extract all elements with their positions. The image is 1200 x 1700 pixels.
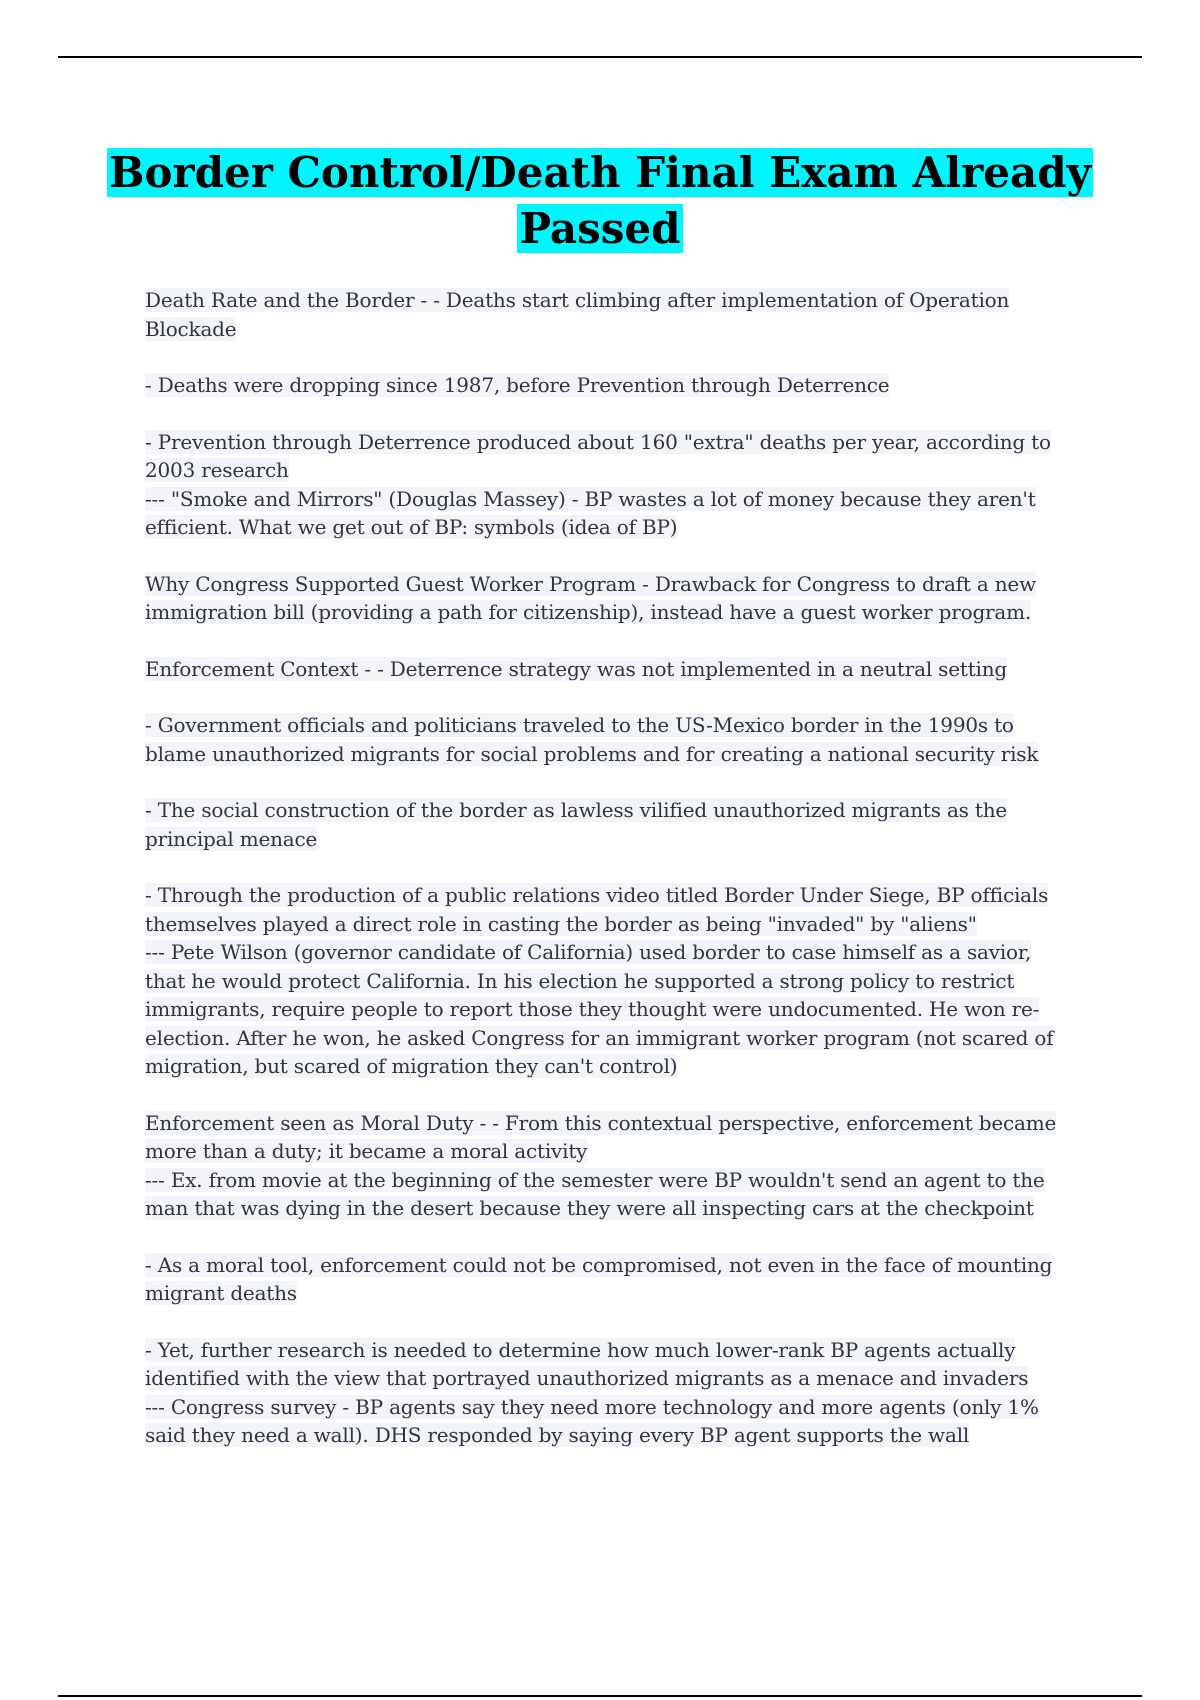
text-line-content: election. After he won, he asked Congress for an immigrant worker program (not scared of [145,1025,1054,1050]
text-line [145,938,1090,967]
text-line-content: man that was dying in the desert because they were all inspecting cars at the checkpoint [145,1196,1034,1220]
text-line-content: --- Congress survey - BP agents say they need more technology and more agents (only 1% [145,1394,1039,1419]
text-line-content: Blockade [145,316,237,341]
paragraph [145,796,1090,853]
text-line-content: immigration bill (providing a path for citizenship), instead have a guest worker program. [145,600,1032,624]
text-line [145,825,1090,854]
text-line-content: --- "Smoke and Mirrors" (Douglas Massey) - BP wastes a lot of money because they aren't [145,486,1036,511]
paragraph [145,1336,1090,1450]
text-line [145,1364,1090,1393]
text-line [145,1336,1090,1365]
text-line-content: Death Rate and the Border - - Deaths start climbing after implementation of Operation [145,288,1010,312]
text-line [145,1279,1090,1308]
text-line [145,513,1090,542]
text-line-content: migrant deaths [145,1281,297,1305]
text-line [145,967,1090,996]
text-line-content: principal menace [145,826,318,851]
text-line [145,371,1090,400]
paragraph [145,1109,1090,1223]
title-line-2: Passed [519,204,681,253]
document-title [100,145,1100,257]
text-line-content: 2003 research [145,458,289,482]
text-line [145,286,1090,315]
text-line-content: --- Pete Wilson (governor candidate of California) used border to case himself as a savior, [145,940,1032,964]
text-line [145,740,1090,769]
paragraph [145,570,1090,627]
text-line-content: said they need a wall). DHS responded by saying every BP agent supports the wall [145,1423,970,1447]
text-line [145,485,1090,514]
text-line-content: Enforcement Context - - Deterrence strategy was not implemented in a neutral setting [145,656,1008,681]
text-line-content: immigrants, require people to report those they thought were undocumented. He won re- [145,997,1040,1021]
text-line-content: - As a moral tool, enforcement could not be compromised, not even in the face of mounting [145,1252,1053,1277]
bottom-rule [58,1695,1142,1697]
text-line-content: more than a duty; it became a moral activity [145,1139,588,1163]
text-line [145,1421,1090,1450]
text-line-content: - Yet, further research is needed to determine how much lower-rank BP agents actually [145,1337,1016,1362]
text-line-content: blame unauthorized migrants for social problems and for creating a national security risk [145,741,1039,766]
text-line-content: identified with the view that portrayed unauthorized migrants as a menace and invaders [145,1366,1029,1390]
text-line-content: - Deaths were dropping since 1987, before Prevention through Deterrence [145,373,890,397]
text-line [145,910,1090,939]
text-line [145,428,1090,457]
text-line [145,1137,1090,1166]
text-line-content: that he would protect California. In his election he supported a strong policy to restrict [145,968,1015,993]
text-line [145,1393,1090,1422]
text-line-content: Why Congress Supported Guest Worker Program - Drawback for Congress to draft a new [145,571,1036,596]
paragraph [145,1251,1090,1308]
text-line-content: Enforcement seen as Moral Duty - - From this contextual perspective, enforcement became [145,1110,1057,1135]
paragraph [145,428,1090,542]
text-line [145,995,1090,1024]
text-line [145,881,1090,910]
paragraph [145,881,1090,1081]
text-line-content: migration, but scared of migration they can't control) [145,1054,678,1078]
text-line-content: --- Ex. from movie at the beginning of the semester were BP wouldn't send an agent to the [145,1167,1045,1192]
text-line [145,1251,1090,1280]
text-line [145,598,1090,627]
text-line [145,1194,1090,1223]
paragraph [145,711,1090,768]
paragraph [145,286,1090,343]
text-line [145,570,1090,599]
document-body [145,286,1090,1478]
title-line-1: Border Control/Death Final Exam Already [108,148,1092,197]
text-line [145,1109,1090,1138]
text-line [145,315,1090,344]
paragraph [145,655,1090,684]
top-rule [58,56,1142,58]
paragraph [145,371,1090,400]
text-line [145,1024,1090,1053]
text-line-content: - Through the production of a public relations video titled Border Under Siege, BP officials [145,883,1049,907]
text-line-content: - The social construction of the border as lawless vilified unauthorized migrants as the [145,798,1008,822]
text-line [145,456,1090,485]
text-line [145,711,1090,740]
text-line-content: themselves played a direct role in casting the border as being "invaded" by "aliens" [145,911,977,936]
text-line [145,1052,1090,1081]
text-line-content: efficient. What we get out of BP: symbols (idea of BP) [145,515,678,539]
text-line [145,1166,1090,1195]
text-line [145,655,1090,684]
text-line [145,796,1090,825]
text-line-content: - Government officials and politicians traveled to the US-Mexico border in the 1990s to [145,713,1014,737]
text-line-content: - Prevention through Deterrence produced about 160 "extra" deaths per year, according to [145,429,1051,454]
